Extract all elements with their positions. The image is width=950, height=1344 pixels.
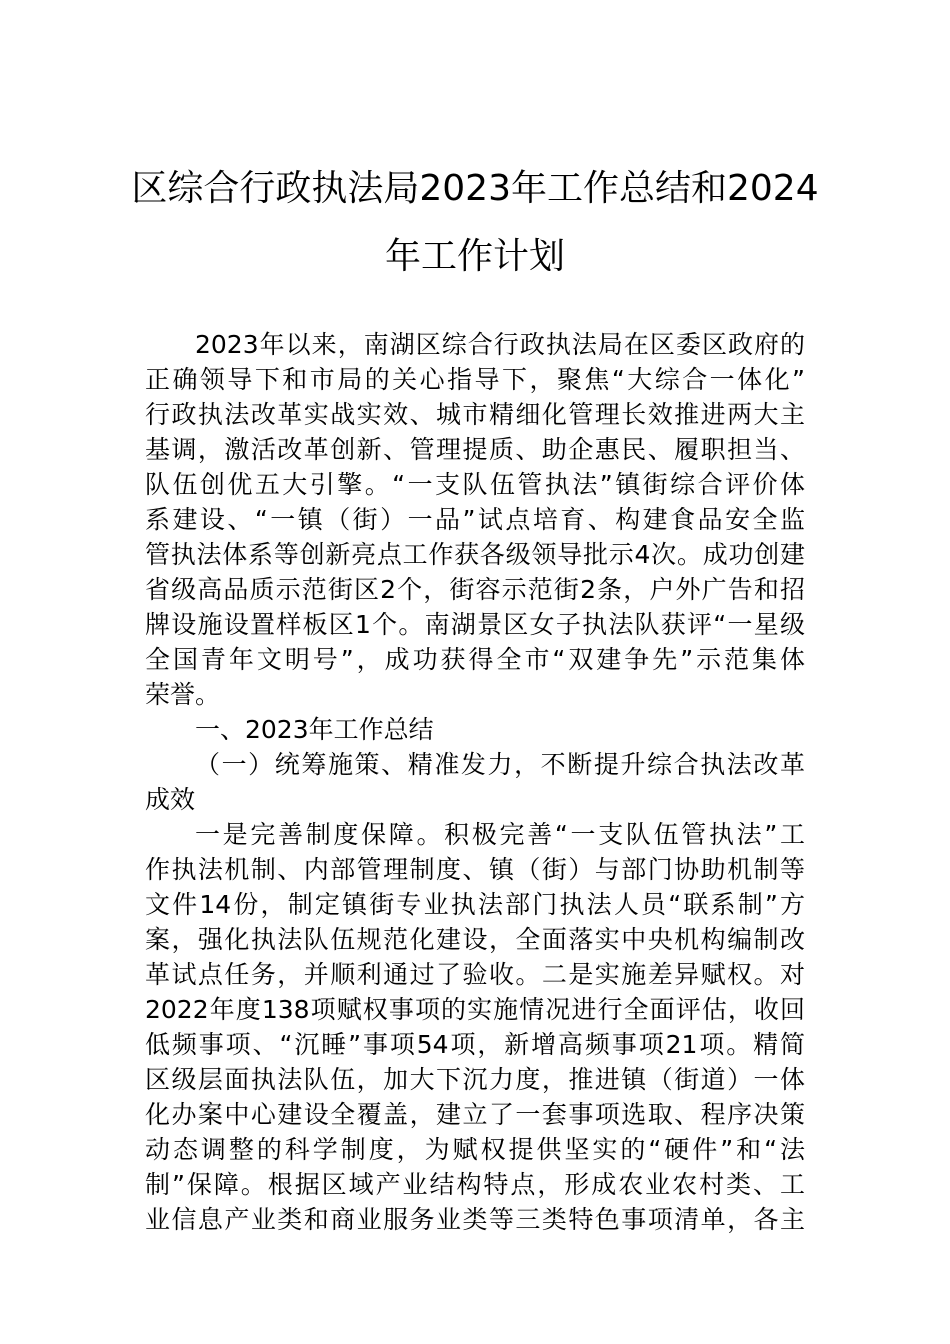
paragraph-line: 系建设、“一镇（街）一品”试点培育、构建食品安全监 [145,505,805,534]
paragraph-line: 动态调整的科学制度，为赋权提供坚实的“硬件”和“法 [145,1135,805,1164]
paragraph-line: 省级高品质示范街区2个，街容示范街2条，户外广告和招 [145,575,805,604]
paragraph-line: 制”保障。根据区域产业结构特点，形成农业农村类、工 [145,1170,805,1199]
paragraph-line: 作执法机制、内部管理制度、镇（街）与部门协助机制等 [145,855,805,884]
subsection-heading-cont: 成效 [145,785,196,814]
paragraph-line: 业信息产业类和商业服务业类等三类特色事项清单，各主 [145,1205,805,1234]
paragraph-line: 全国青年文明号”，成功获得全市“双建争先”示范集体 [145,645,805,674]
paragraph-line: 2022年度138项赋权事项的实施情况进行全面评估，收回 [145,995,805,1024]
paragraph-line: 行政执法改革实战实效、城市精细化管理长效推进两大主 [145,400,805,429]
paragraph-line: 2023年以来，南湖区综合行政执法局在区委区政府的 [195,330,805,359]
paragraph-line: 正确领导下和市局的关心指导下，聚焦“大综合一体化” [145,365,805,394]
document-title-line-2: 年工作计划 [384,236,565,277]
paragraph-line: 荣誉。 [145,680,221,709]
subsection-heading: （一）统筹施策、精准发力，不断提升综合执法改革 [195,750,805,779]
paragraph-line: 化办案中心建设全覆盖，建立了一套事项选取、程序决策 [145,1100,805,1129]
paragraph-line: 一是完善制度保障。积极完善“一支队伍管执法”工 [195,820,805,849]
paragraph-line: 队伍创优五大引擎。“一支队伍管执法”镇街综合评价体 [145,470,805,499]
section-heading: 一、2023年工作总结 [195,715,434,744]
paragraph-line: 革试点任务，并顺利通过了验收。二是实施差异赋权。对 [145,960,805,989]
paragraph-line: 牌设施设置样板区1个。南湖景区女子执法队获评“一星级 [145,610,805,639]
paragraph-line: 区级层面执法队伍，加大下沉力度，推进镇（街道）一体 [145,1065,805,1094]
paragraph-line: 低频事项、“沉睡”事项54项，新增高频事项21项。精简 [145,1030,805,1059]
paragraph-line: 基调，激活改革创新、管理提质、助企惠民、履职担当、 [145,435,805,464]
paragraph-line: 案，强化执法队伍规范化建设，全面落实中央机构编制改 [145,925,805,954]
paragraph-line: 管执法体系等创新亮点工作获各级领导批示4次。成功创建 [145,540,805,569]
document-title-line-1: 区综合行政执法局2023年工作总结和2024 [131,168,819,209]
paragraph-line: 文件14份，制定镇街专业执法部门执法人员“联系制”方 [145,890,805,919]
